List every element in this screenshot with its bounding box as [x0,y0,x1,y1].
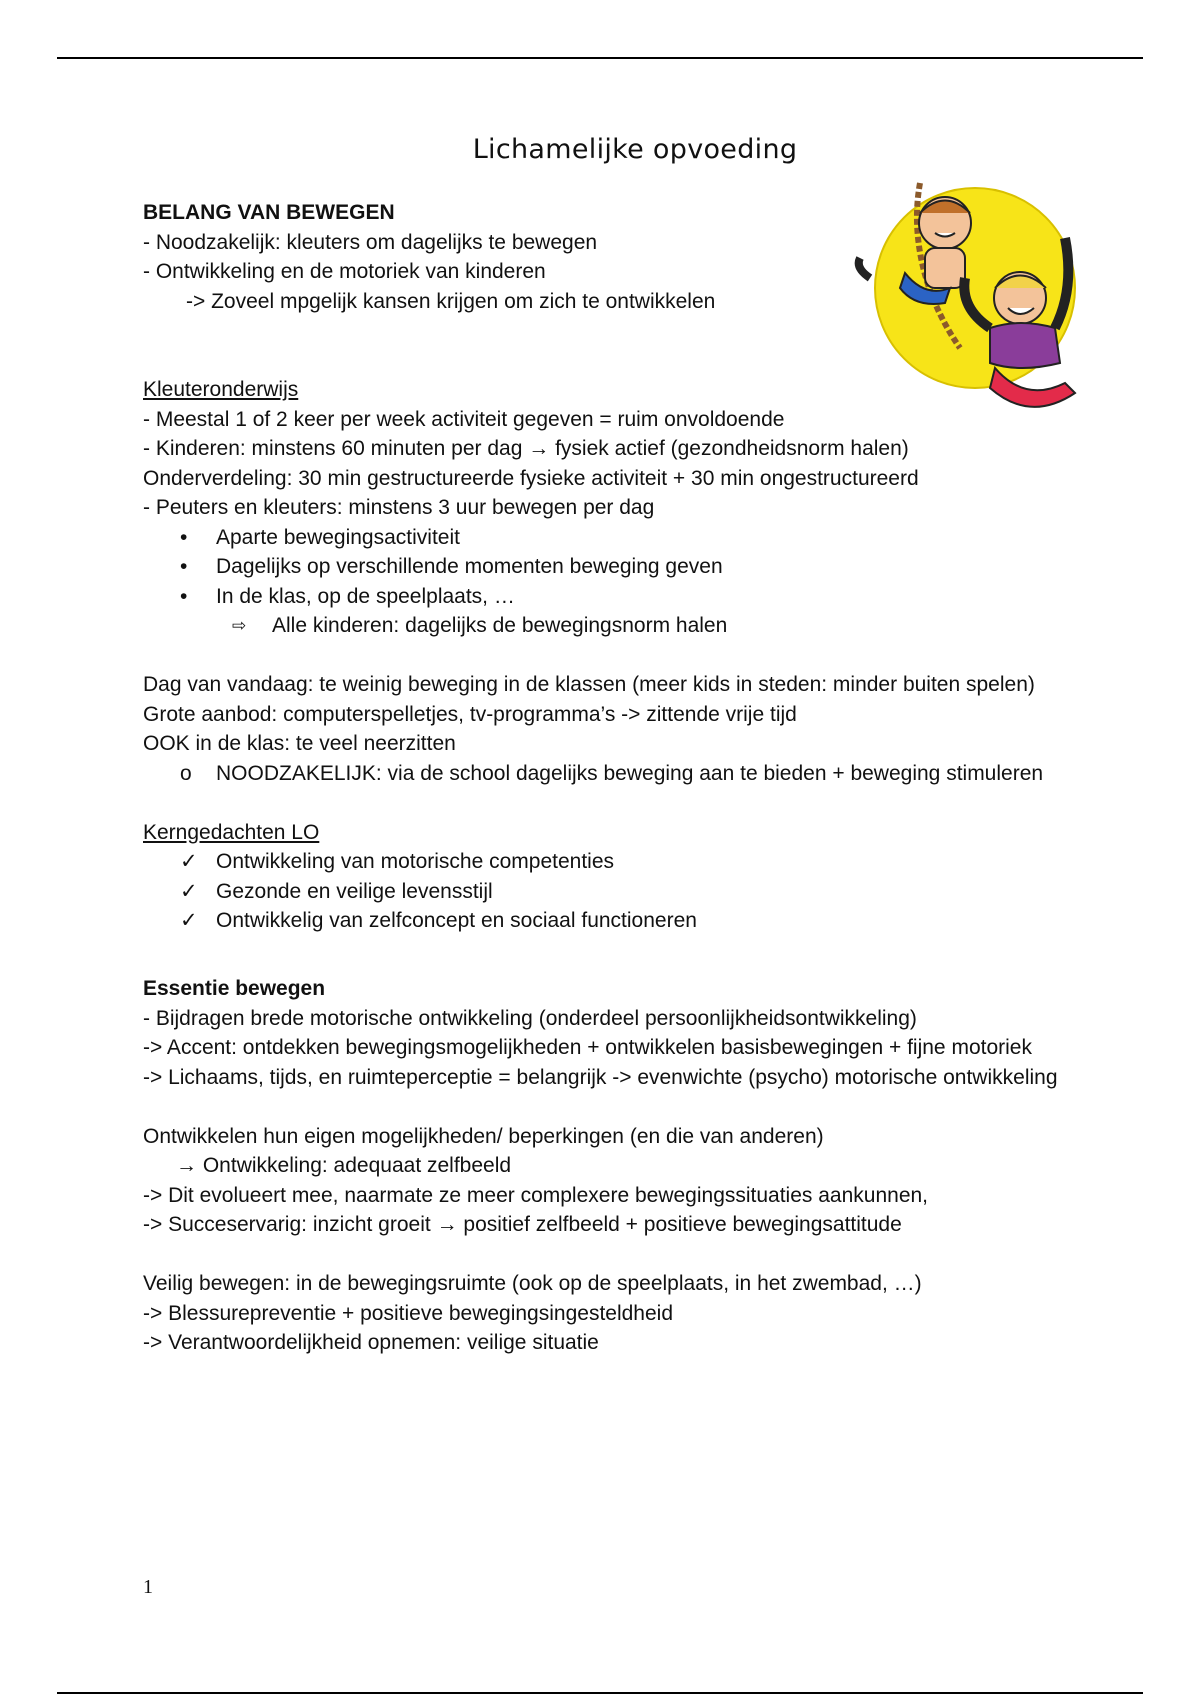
paragraph-line: Onderverdeling: 30 min gestructureerde fysieke activiteit + 30 min ongestructureerd [143,466,919,490]
list-item: • Dagelijks op verschillende momenten beweging geven [143,552,1143,582]
arrow-right-icon: → [436,1213,458,1236]
paragraph-text: - Kinderen: minstens 60 minuten per dag [143,437,523,460]
arrow-right-icon: → [528,437,550,460]
section-heading-kleuteronderwijs: Kleuteronderwijs [143,378,299,401]
paragraph-line: -> Lichaams, tijds, en ruimteperceptie = belangrijk -> evenwichte (psycho) motorische ontwikkeling [143,1065,1058,1089]
bullet-icon: • [180,525,188,549]
paragraph-line: -> Accent: ontdekken bewegingsmogelijkheden + ontwikkelen basisbewegingen + fijne motoriek [143,1036,1032,1059]
document-body [143,198,1143,1358]
checkmark-icon: ✓ [180,909,198,932]
paragraph-line: -> Dit evolueert mee, naarmate ze meer complexere bewegingssituaties aankunnen, [143,1183,929,1207]
page-number: 1 [143,1576,153,1598]
paragraph-line: Ontwikkelen hun eigen mogelijkheden/ beperkingen (en die van anderen) [143,1124,824,1148]
paragraph-line: - Noodzakelijk: kleuters om dagelijks te bewegen [143,230,598,254]
paragraph-subline [143,1151,1143,1181]
checkmark-icon: ✓ [180,879,198,903]
bullet-icon: • [180,584,188,608]
paragraph-line: Veilig bewegen: in de bewegingsruimte (ook op de speelplaats, in het zwembad, …) [143,1272,922,1295]
hollow-arrow-icon: ⇨ [232,616,247,635]
checkmark-icon: ✓ [180,850,198,873]
paragraph-line: -> Verantwoordelijkheid opnemen: veilige situatie [143,1331,599,1354]
checklist-item: ✓ Ontwikkelig van zelfconcept en sociaal functioneren [143,906,1143,936]
bullet-icon: • [180,555,188,578]
paragraph-line [143,1210,1143,1240]
paragraph-subline: -> Zoveel mpgelijk kansen krijgen om zich te ontwikkelen [186,289,716,313]
paragraph-line: -> Blessurepreventie + positieve bewegingsingesteldheid [143,1301,674,1325]
bottom-rule [57,1692,1143,1694]
paragraph-line: - Peuters en kleuters: minstens 3 uur bewegen per dag [143,496,655,519]
paragraph-line: - Ontwikkeling en de motoriek van kinderen [143,260,546,283]
paragraph-line [143,434,1143,464]
list-item: • In de klas, op de speelplaats, … [143,582,1143,612]
checklist-item: ✓ Ontwikkeling van motorische competenties [143,847,1143,877]
top-rule [57,57,1143,59]
section-heading-essentie: Essentie bewegen [143,977,326,1000]
paragraph-line: - Meestal 1 of 2 keer per week activiteit gegeven = ruim onvoldoende [143,407,785,431]
paragraph-text: fysiek actief (gezondheidsnorm halen) [555,437,909,460]
paragraph-line: OOK in de klas: te veel neerzitten [143,732,456,755]
paragraph-line: Grote aanbod: computerspelletjes, tv-programma’s -> zittende vrije tijd [143,702,797,726]
list-item: o NOODZAKELIJK: via de school dagelijks beweging aan te bieden + beweging stimuleren [143,759,1143,789]
circle-bullet-marker: o [180,761,192,785]
paragraph-text: -> Succeservarig: inzicht groeit [143,1213,431,1236]
section-heading-belang: BELANG VAN BEWEGEN [143,201,395,224]
checklist-item: ✓ Gezonde en veilige levensstijl [143,877,1143,907]
paragraph-line: Dag van vandaag: te weinig beweging in de klassen (meer kids in steden: minder buiten spelen) [143,673,1035,696]
list-item: • Aparte bewegingsactiviteit [143,523,1143,553]
section-heading-kerngedachten: Kerngedachten LO [143,820,320,844]
paragraph-line: - Bijdragen brede motorische ontwikkeling (onderdeel persoonlijkheidsontwikkeling) [143,1006,917,1030]
paragraph-text: positief zelfbeeld + positieve bewegingsattitude [463,1213,902,1236]
page-title: Lichamelijke opvoeding [472,134,798,165]
list-subitem: ⇨ Alle kinderen: dagelijks de bewegingsnorm halen [143,611,1143,641]
arrow-right-icon: → [176,1154,197,1177]
paragraph-text: Ontwikkeling: adequaat zelfbeeld [202,1154,512,1177]
